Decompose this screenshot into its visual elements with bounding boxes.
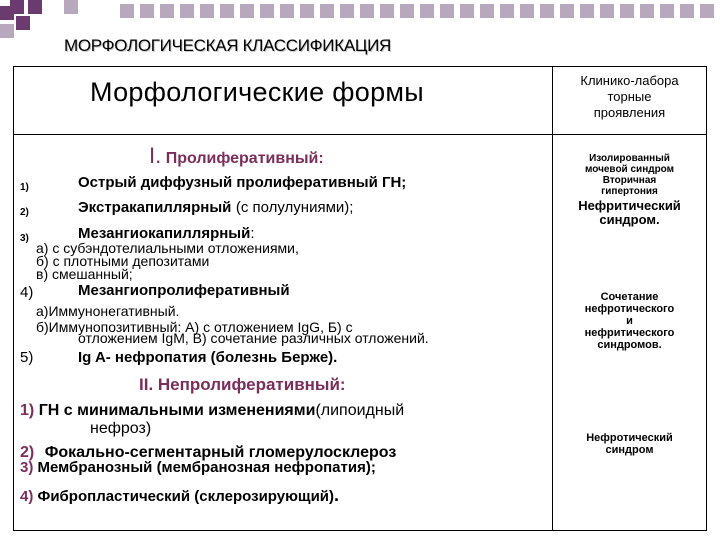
forms-cell (14, 135, 553, 531)
clinical-2-line-2: синдром. (599, 212, 660, 227)
clinical-3-line-4: нефритического (584, 327, 675, 339)
slide-title: МОРФОЛОГИЧЕСКАЯ КЛАССИФИКАЦИЯ (64, 36, 392, 55)
clinical-4-line-1: Нефротический (586, 432, 673, 444)
clinical-block-4 (553, 432, 706, 456)
item-4-subitems (36, 303, 429, 346)
item-2-bold-text: Экстракапиллярный (78, 199, 232, 216)
header-left-cell (14, 67, 553, 135)
item-2-rest-text: (с полулуниями); (235, 199, 354, 216)
clinical-2-line-1: Нефритический (578, 198, 681, 213)
table-header-row (14, 67, 707, 135)
nonprolif-4-number: 4) (20, 488, 34, 505)
item-4-sub-a: а)Иммунонегативный. (36, 303, 180, 319)
nonprolif-3-number: 3) (20, 459, 34, 476)
nonprolif-3-bold-text: Мембранозный (мембранозная нефропатия); (37, 459, 376, 476)
header-right-cell (553, 67, 707, 135)
clinical-4-line-2: синдром (605, 444, 654, 456)
clinical-cell (553, 135, 707, 531)
clinical-3-line-3: и (626, 315, 633, 327)
list-item (20, 485, 339, 506)
item-4-number: 4) (20, 284, 34, 301)
nonprolif-1-continued: нефроз) (90, 420, 152, 437)
item-3-number: 3) (20, 233, 29, 244)
item-3-colon: : (250, 225, 255, 242)
clinical-3-line-1: Сочетание (600, 291, 659, 303)
item-1-number: 1) (20, 182, 29, 193)
header-clinical-line-3: проявления (593, 105, 666, 120)
item-1-text: Острый диффузный пролиферативный ГН; (78, 174, 407, 191)
nonprolif-4-dot: . (334, 485, 340, 505)
nonprolif-1-number: 1) (20, 402, 35, 419)
list-item (20, 282, 290, 302)
header-clinical-line-2: торные (607, 89, 652, 104)
item-3-bold-text: Мезангиокапиллярный (78, 225, 251, 242)
header-clinical-line-1: Клинико-лабора (580, 73, 679, 88)
item-4-sub-b-continued: отложением IgM, В) сочетание различных отложений. (78, 330, 429, 346)
section-1-title: Пролиферативный: (165, 150, 324, 167)
nonprolif-4-bold-text: Фибропластический (склерозирующий) (37, 488, 334, 505)
section-1-roman: I. (149, 143, 162, 168)
list-item (20, 225, 255, 246)
clinical-1-line-2: мочевой синдром (584, 164, 675, 175)
nonprolif-2-number: 2) (20, 444, 35, 461)
item-5-bold-text: Ig A- нефропатия (болезнь Берже). (78, 349, 338, 366)
list-item (20, 349, 338, 367)
item-3-sub-a: а) с субэндотелиальными отложениями, (36, 240, 299, 256)
item-3-sub-c: в) смешанный; (36, 266, 133, 282)
item-4-sub-b: б)Иммунопозитивный: А) с отложением IgG, Б) с (36, 319, 353, 335)
item-3-subitems (36, 242, 299, 281)
nonprolif-2-bold-text: Фокально-сегментарный гломерулосклероз (44, 444, 397, 461)
clinical-1-line-3: Вторичная (602, 175, 657, 186)
header-morphological-forms: Морфологические формы (90, 77, 424, 107)
clinical-3-line-5: синдромов. (597, 339, 662, 351)
list-item (20, 199, 354, 220)
item-3-sub-b: б) с плотными депозитами (36, 253, 210, 269)
clinical-block-1 (553, 153, 706, 197)
list-item (20, 174, 407, 195)
list-item (20, 459, 376, 476)
section-1-heading (149, 143, 324, 169)
classification-table (13, 66, 707, 531)
item-2-number: 2) (20, 207, 29, 218)
clinical-block-2 (553, 199, 706, 227)
table-body-row (14, 135, 707, 531)
item-5-number: 5) (20, 349, 34, 366)
list-item (20, 402, 404, 420)
item-4-bold-text: Мезангиопролиферативный (78, 282, 290, 299)
nonprolif-1-bold-text: ГН с минимальными изменениями (38, 402, 316, 419)
clinical-1-line-1: Изолированный (589, 153, 670, 164)
clinical-block-3 (553, 291, 706, 351)
section-2-heading: II. Непролиферативный: (139, 375, 346, 394)
clinical-1-line-4: гипертония (601, 186, 658, 197)
nonprolif-1-rest-text: (липоидный (315, 402, 405, 419)
clinical-3-line-2: нефротического (584, 303, 675, 315)
